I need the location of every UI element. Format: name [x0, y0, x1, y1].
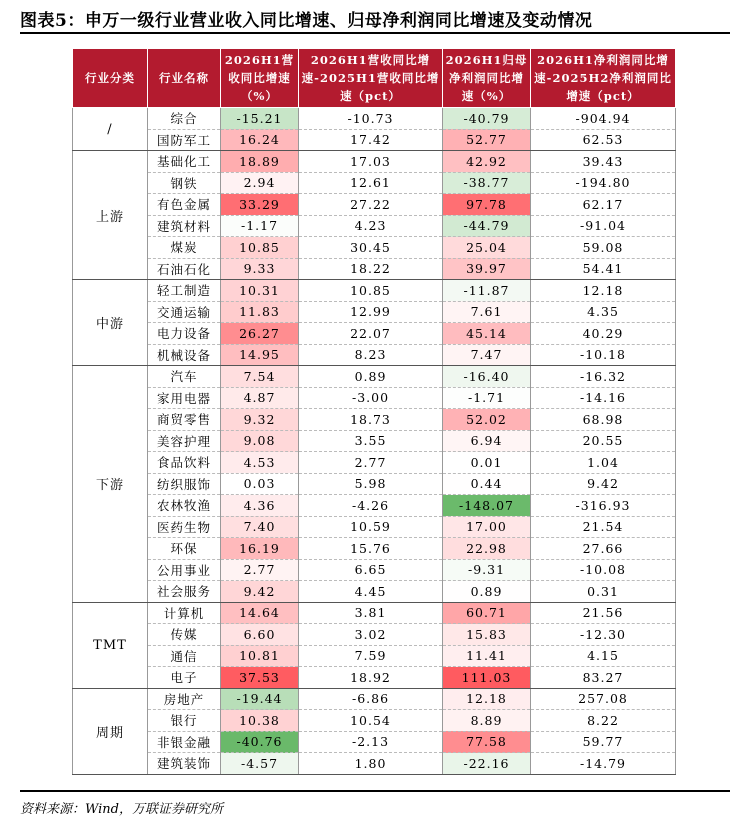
profit-growth-change-cell: 62.53 — [531, 129, 676, 151]
industry-name-cell: 房地产 — [148, 688, 221, 710]
profit-growth-cell: 45.14 — [443, 323, 531, 345]
industry-name-cell: 国防军工 — [148, 129, 221, 151]
revenue-growth-cell: 9.32 — [221, 409, 299, 431]
revenue-growth-change-cell: 2.77 — [299, 452, 443, 474]
profit-growth-change-cell: 1.04 — [531, 452, 676, 474]
revenue-growth-change-cell: 6.65 — [299, 559, 443, 581]
revenue-growth-cell: 33.29 — [221, 194, 299, 216]
table-row — [73, 559, 676, 581]
profit-growth-change-cell: 9.42 — [531, 473, 676, 495]
profit-growth-cell: 7.61 — [443, 301, 531, 323]
revenue-growth-change-cell: 5.98 — [299, 473, 443, 495]
source-note: 资料来源：Wind，万联证券研究所 — [20, 790, 730, 817]
revenue-growth-change-cell: 30.45 — [299, 237, 443, 259]
profit-growth-cell: 0.44 — [443, 473, 531, 495]
profit-growth-change-cell: 21.56 — [531, 602, 676, 624]
table-row — [73, 667, 676, 689]
profit-growth-cell: -11.87 — [443, 280, 531, 302]
profit-growth-change-cell: 257.08 — [531, 688, 676, 710]
table-row — [73, 430, 676, 452]
revenue-growth-cell: -19.44 — [221, 688, 299, 710]
profit-growth-cell: 111.03 — [443, 667, 531, 689]
industry-name-cell: 建筑装饰 — [148, 753, 221, 775]
revenue-growth-cell: 18.89 — [221, 151, 299, 173]
revenue-growth-cell: 37.53 — [221, 667, 299, 689]
revenue-growth-change-cell: 1.80 — [299, 753, 443, 775]
profit-growth-cell: 15.83 — [443, 624, 531, 646]
category-cell: TMT — [73, 602, 148, 688]
revenue-growth-cell: 10.85 — [221, 237, 299, 259]
revenue-growth-change-cell: 3.02 — [299, 624, 443, 646]
industry-name-cell: 医药生物 — [148, 516, 221, 538]
table-row — [73, 495, 676, 517]
revenue-growth-cell: 2.94 — [221, 172, 299, 194]
profit-growth-cell: 0.89 — [443, 581, 531, 603]
profit-growth-cell: 42.92 — [443, 151, 531, 173]
revenue-growth-change-cell: 8.23 — [299, 344, 443, 366]
industry-name-cell: 纺织服饰 — [148, 473, 221, 495]
revenue-growth-cell: 7.54 — [221, 366, 299, 388]
profit-growth-cell: -148.07 — [443, 495, 531, 517]
profit-growth-cell: 8.89 — [443, 710, 531, 732]
table-row — [73, 473, 676, 495]
profit-growth-cell: -38.77 — [443, 172, 531, 194]
profit-growth-change-cell: 59.77 — [531, 731, 676, 753]
revenue-growth-cell: 10.81 — [221, 645, 299, 667]
profit-growth-cell: 7.47 — [443, 344, 531, 366]
industry-name-cell: 石油石化 — [148, 258, 221, 280]
table-row — [73, 688, 676, 710]
profit-growth-change-cell: -194.80 — [531, 172, 676, 194]
profit-growth-cell: 52.02 — [443, 409, 531, 431]
industry-name-cell: 煤炭 — [148, 237, 221, 259]
revenue-growth-change-cell: 4.45 — [299, 581, 443, 603]
profit-growth-change-cell: -91.04 — [531, 215, 676, 237]
profit-growth-change-cell: 27.66 — [531, 538, 676, 560]
revenue-growth-cell: 11.83 — [221, 301, 299, 323]
industry-growth-table — [72, 48, 676, 775]
profit-growth-change-cell: -10.08 — [531, 559, 676, 581]
revenue-growth-change-cell: 7.59 — [299, 645, 443, 667]
table-row — [73, 710, 676, 732]
table-row — [73, 753, 676, 775]
profit-growth-change-cell: 62.17 — [531, 194, 676, 216]
profit-growth-cell: 11.41 — [443, 645, 531, 667]
table-row — [73, 258, 676, 280]
profit-growth-change-cell: 20.55 — [531, 430, 676, 452]
table-row — [73, 731, 676, 753]
profit-growth-change-cell: -16.32 — [531, 366, 676, 388]
industry-name-cell: 食品饮料 — [148, 452, 221, 474]
revenue-growth-change-cell: 10.59 — [299, 516, 443, 538]
revenue-growth-cell: 26.27 — [221, 323, 299, 345]
profit-growth-change-cell: -12.30 — [531, 624, 676, 646]
revenue-growth-cell: 4.87 — [221, 387, 299, 409]
table-row — [73, 624, 676, 646]
revenue-growth-cell: 10.31 — [221, 280, 299, 302]
profit-growth-cell: 0.01 — [443, 452, 531, 474]
table-row — [73, 387, 676, 409]
revenue-growth-cell: 9.08 — [221, 430, 299, 452]
profit-growth-change-cell: 68.98 — [531, 409, 676, 431]
table-row — [73, 581, 676, 603]
revenue-growth-cell: 7.40 — [221, 516, 299, 538]
profit-growth-change-cell: 4.35 — [531, 301, 676, 323]
revenue-growth-change-cell: 3.81 — [299, 602, 443, 624]
industry-name-cell: 通信 — [148, 645, 221, 667]
revenue-growth-change-cell: 10.54 — [299, 710, 443, 732]
revenue-growth-change-cell: -2.13 — [299, 731, 443, 753]
industry-name-cell: 交通运输 — [148, 301, 221, 323]
profit-growth-change-cell: -14.16 — [531, 387, 676, 409]
revenue-growth-change-cell: 22.07 — [299, 323, 443, 345]
revenue-growth-cell: 4.53 — [221, 452, 299, 474]
table-row — [73, 645, 676, 667]
industry-name-cell: 钢铁 — [148, 172, 221, 194]
profit-growth-cell: 60.71 — [443, 602, 531, 624]
revenue-growth-cell: -1.17 — [221, 215, 299, 237]
profit-growth-change-cell: 59.08 — [531, 237, 676, 259]
revenue-growth-change-cell: -6.86 — [299, 688, 443, 710]
table-row — [73, 301, 676, 323]
industry-name-cell: 有色金属 — [148, 194, 221, 216]
industry-name-cell: 公用事业 — [148, 559, 221, 581]
table-row — [73, 280, 676, 302]
table-row — [73, 172, 676, 194]
revenue-growth-change-cell: 27.22 — [299, 194, 443, 216]
industry-name-cell: 非银金融 — [148, 731, 221, 753]
chart-title: 图表5：申万一级行业营业收入同比增速、归母净利润同比增速及变动情况 — [20, 11, 593, 31]
table-row — [73, 538, 676, 560]
profit-growth-change-cell: 8.22 — [531, 710, 676, 732]
profit-growth-cell: -40.79 — [443, 108, 531, 130]
table-row — [73, 366, 676, 388]
revenue-growth-cell: 2.77 — [221, 559, 299, 581]
header-category: 行业分类 — [73, 49, 148, 108]
category-cell: 下游 — [73, 366, 148, 603]
profit-growth-cell: -1.71 — [443, 387, 531, 409]
table-row — [73, 323, 676, 345]
industry-name-cell: 美容护理 — [148, 430, 221, 452]
table-row — [73, 237, 676, 259]
industry-name-cell: 计算机 — [148, 602, 221, 624]
profit-growth-change-cell: 21.54 — [531, 516, 676, 538]
industry-name-cell: 电子 — [148, 667, 221, 689]
revenue-growth-change-cell: 3.55 — [299, 430, 443, 452]
profit-growth-cell: 6.94 — [443, 430, 531, 452]
table-row — [73, 602, 676, 624]
revenue-growth-change-cell: 12.61 — [299, 172, 443, 194]
header-profit-growth: 2026H1归母净利润同比增速（%） — [443, 49, 531, 108]
table-row — [73, 215, 676, 237]
profit-growth-cell: 22.98 — [443, 538, 531, 560]
profit-growth-cell: 12.18 — [443, 688, 531, 710]
revenue-growth-cell: -40.76 — [221, 731, 299, 753]
industry-name-cell: 基础化工 — [148, 151, 221, 173]
header-row — [73, 49, 676, 108]
industry-name-cell: 电力设备 — [148, 323, 221, 345]
profit-growth-change-cell: 54.41 — [531, 258, 676, 280]
revenue-growth-change-cell: 4.23 — [299, 215, 443, 237]
revenue-growth-change-cell: 12.99 — [299, 301, 443, 323]
profit-growth-cell: 77.58 — [443, 731, 531, 753]
industry-name-cell: 汽车 — [148, 366, 221, 388]
revenue-growth-change-cell: 18.22 — [299, 258, 443, 280]
header-revenue-growth-change: 2026H1营收同比增速-2025H1营收同比增速（pct） — [299, 49, 443, 108]
profit-growth-cell: 25.04 — [443, 237, 531, 259]
profit-growth-change-cell: 83.27 — [531, 667, 676, 689]
revenue-growth-cell: 10.38 — [221, 710, 299, 732]
profit-growth-change-cell: 4.15 — [531, 645, 676, 667]
profit-growth-cell: -22.16 — [443, 753, 531, 775]
title-bar — [20, 4, 730, 34]
revenue-growth-change-cell: 10.85 — [299, 280, 443, 302]
industry-name-cell: 轻工制造 — [148, 280, 221, 302]
industry-name-cell: 环保 — [148, 538, 221, 560]
profit-growth-change-cell: 40.29 — [531, 323, 676, 345]
revenue-growth-change-cell: 17.03 — [299, 151, 443, 173]
profit-growth-change-cell: 0.31 — [531, 581, 676, 603]
category-cell: 中游 — [73, 280, 148, 366]
industry-name-cell: 综合 — [148, 108, 221, 130]
industry-name-cell: 社会服务 — [148, 581, 221, 603]
profit-growth-change-cell: 39.43 — [531, 151, 676, 173]
revenue-growth-change-cell: -4.26 — [299, 495, 443, 517]
revenue-growth-change-cell: 15.76 — [299, 538, 443, 560]
profit-growth-change-cell: -904.94 — [531, 108, 676, 130]
table-row — [73, 151, 676, 173]
profit-growth-change-cell: -14.79 — [531, 753, 676, 775]
profit-growth-cell: -44.79 — [443, 215, 531, 237]
profit-growth-change-cell: -10.18 — [531, 344, 676, 366]
category-cell: 上游 — [73, 151, 148, 280]
revenue-growth-cell: -15.21 — [221, 108, 299, 130]
table-row — [73, 516, 676, 538]
profit-growth-cell: 17.00 — [443, 516, 531, 538]
revenue-growth-change-cell: 0.89 — [299, 366, 443, 388]
industry-name-cell: 农林牧渔 — [148, 495, 221, 517]
profit-growth-cell: 97.78 — [443, 194, 531, 216]
category-cell: / — [73, 108, 148, 151]
header-revenue-growth: 2026H1营收同比增速（%） — [221, 49, 299, 108]
industry-name-cell: 银行 — [148, 710, 221, 732]
table-row — [73, 108, 676, 130]
profit-growth-cell: 52.77 — [443, 129, 531, 151]
revenue-growth-cell: 4.36 — [221, 495, 299, 517]
header-industry: 行业名称 — [148, 49, 221, 108]
revenue-growth-cell: 16.24 — [221, 129, 299, 151]
industry-name-cell: 家用电器 — [148, 387, 221, 409]
revenue-growth-change-cell: -3.00 — [299, 387, 443, 409]
revenue-growth-change-cell: 17.42 — [299, 129, 443, 151]
industry-name-cell: 建筑材料 — [148, 215, 221, 237]
profit-growth-cell: -16.40 — [443, 366, 531, 388]
revenue-growth-cell: 0.03 — [221, 473, 299, 495]
profit-growth-cell: -9.31 — [443, 559, 531, 581]
profit-growth-cell: 39.97 — [443, 258, 531, 280]
revenue-growth-cell: 14.95 — [221, 344, 299, 366]
revenue-growth-cell: 9.42 — [221, 581, 299, 603]
industry-name-cell: 传媒 — [148, 624, 221, 646]
revenue-growth-cell: 16.19 — [221, 538, 299, 560]
category-cell: 周期 — [73, 688, 148, 774]
table-row — [73, 409, 676, 431]
header-profit-growth-change: 2026H1净利润同比增速-2025H2净利润同比增速（pct） — [531, 49, 676, 108]
industry-name-cell: 机械设备 — [148, 344, 221, 366]
table-row — [73, 344, 676, 366]
revenue-growth-cell: -4.57 — [221, 753, 299, 775]
revenue-growth-cell: 9.33 — [221, 258, 299, 280]
industry-name-cell: 商贸零售 — [148, 409, 221, 431]
profit-growth-change-cell: -316.93 — [531, 495, 676, 517]
profit-growth-change-cell: 12.18 — [531, 280, 676, 302]
revenue-growth-cell: 6.60 — [221, 624, 299, 646]
revenue-growth-cell: 14.64 — [221, 602, 299, 624]
revenue-growth-change-cell: 18.92 — [299, 667, 443, 689]
revenue-growth-change-cell: 18.73 — [299, 409, 443, 431]
revenue-growth-change-cell: -10.73 — [299, 108, 443, 130]
table-row — [73, 452, 676, 474]
table-row — [73, 129, 676, 151]
table-body — [73, 108, 676, 775]
table-row — [73, 194, 676, 216]
